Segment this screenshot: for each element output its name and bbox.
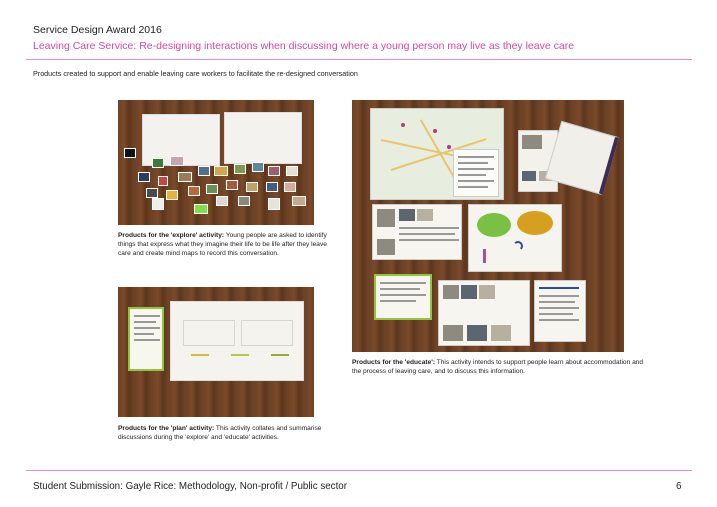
award-title: Service Design Award 2016 [33,24,162,36]
project-subtitle: Leaving Care Service: Re-designing interactions when discussing where a young person may live as they leave care [33,40,575,52]
plan-products-photo [118,287,314,417]
footer-submission: Student Submission: Gayle Rice: Methodology, Non-profit / Public sector [33,481,348,492]
page-number: 6 [676,481,682,492]
area-map [370,108,504,200]
explore-caption-body: Young people are asked to identify things that express what they imagine their life to be life after they leave care and create mind maps to record this conversation. [118,232,327,257]
educate-caption [352,358,652,376]
plan-caption [118,424,353,442]
educate-caption-body: This activity intends to support people learn about accommodation and the process of leaving care, and to discuss this information. [352,359,644,375]
intro-text: Products created to support and enable leaving care workers to facilitate the re-designed conversation [33,69,358,78]
educate-caption-heading: Products for the 'educate': [352,359,436,366]
explore-products-photo [118,100,314,225]
plan-caption-heading: Products for the 'plan' activity: [118,425,215,432]
bottom-divider [26,470,692,471]
top-divider [26,59,692,60]
explore-caption-heading: Products for the 'explore' activity: [118,232,225,239]
educate-products-photo [352,100,624,352]
plan-caption-body: This activity collates and summarise discussions during the 'explore' and 'educate' activities. [118,425,322,441]
explore-caption [118,231,340,258]
